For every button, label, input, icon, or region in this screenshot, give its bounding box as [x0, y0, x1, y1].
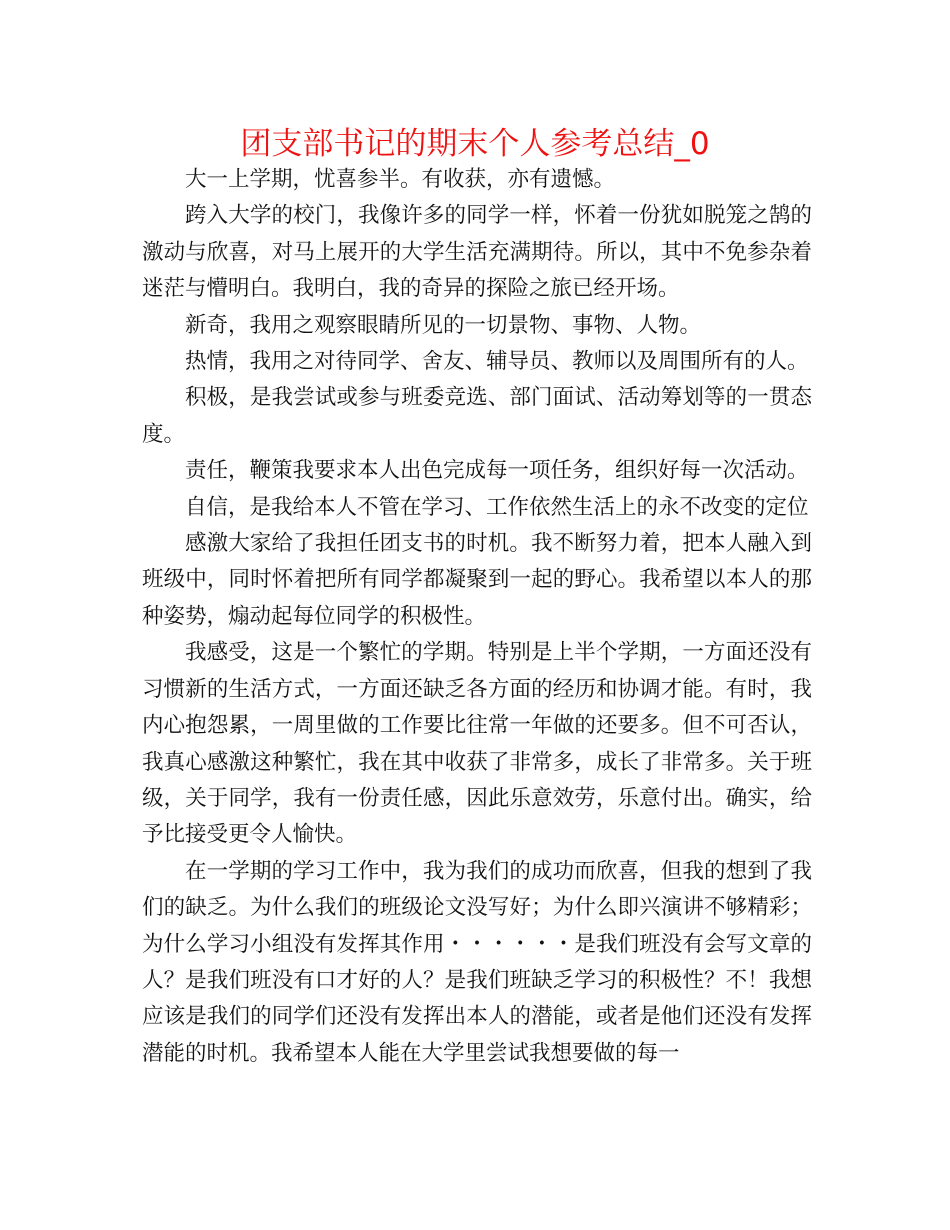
- paragraph-7: 自信，是我给本人不管在学习、工作依然生活上的永不改变的定位: [185, 494, 809, 520]
- paragraph-9: 我感受，这是一个繁忙的学期。特别是上半个学期，一方面还没有习惯新的生活方式，一方面还缺乏各方面的经历和协调才能。有时，我内心抱怨累，一周里做的工作要比往常一年做的还要多。但不可否认，我真心感激这种繁忙，我在其中收获了非常多，成长了非常多。关于班级，关于同学，我有一份责任感，因此乐意效劳，乐意付出。确实，给予比接受更令人愉快。: [142, 640, 812, 848]
- paragraph-8: 感激大家给了我担任团支书的时机。我不断努力着，把本人融入到班级中，同时怀着把所有同学都凝聚到一起的野心。我希望以本人的那种姿势，煽动起每位同学的积极性。: [142, 531, 812, 629]
- paragraph-2: 跨入大学的校门，我像许多的同学一样，怀着一份犹如脱笼之鹄的激动与欣喜，对马上展开的大学生活充满期待。所以，其中不免参杂着迷茫与懵明白。我明白，我的奇异的探险之旅已经开场。: [142, 203, 812, 302]
- paragraph-5: 积极，是我尝试或参与班委竞选、部门面试、活动筹划等的一贯态度。: [142, 385, 812, 447]
- paragraph-6: 责任，鞭策我要求本人出色完成每一项任务，组织好每一次活动。: [185, 458, 809, 484]
- document-body: [142, 162, 812, 1072]
- paragraph-10: 在一学期的学习工作中，我为我们的成功而欣喜，但我的想到了我们的缺乏。为什么我们的班级论文没写好；为什么即兴演讲不够精彩；为什么学习小组没有发挥其作用・・・・・・是我们班没有会写文章的人？是我们班没有口才好的人？是我们班缺乏学习的积极性？不！我想应该是我们的同学们还没有发挥出本人的潜能，或者是他们还没有发挥潜能的时机。我希望本人能在大学里尝试我想要做的每一: [142, 858, 812, 1066]
- document-title: 团支部书记的期末个人参考总结_0: [240, 126, 710, 162]
- paragraph-3: 新奇，我用之观察眼睛所见的一切景物、事物、人物。: [185, 312, 702, 338]
- paragraph-4: 热情，我用之对待同学、舍友、辅导员、教师以及周围所有的人。: [185, 349, 809, 375]
- paragraph-1: 大一上学期，忧喜参半。有收获，亦有遗憾。: [185, 167, 616, 192]
